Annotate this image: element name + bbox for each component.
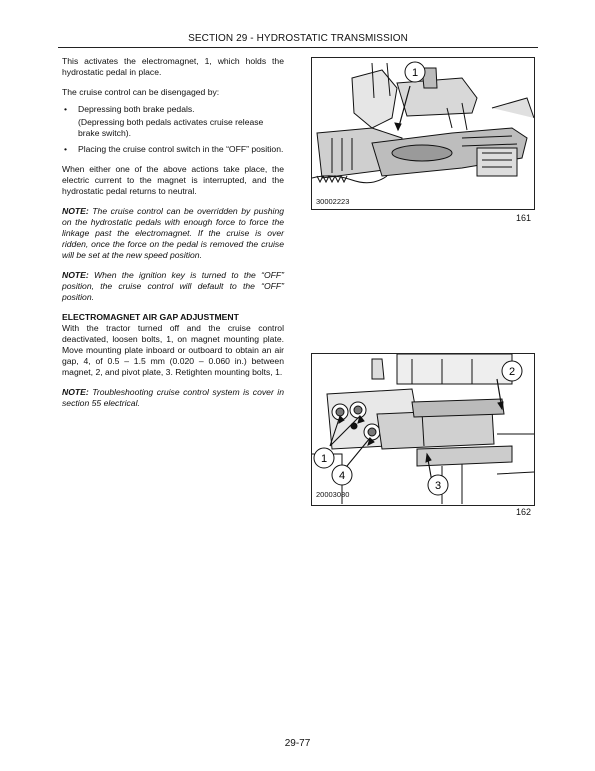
page-number: 29-77 bbox=[284, 738, 311, 749]
air-gap-drawing bbox=[312, 354, 534, 505]
list-item-text: Depressing both brake pedals. bbox=[78, 104, 195, 114]
bullet: • bbox=[64, 144, 68, 154]
figure-162-code: 20003080 bbox=[316, 490, 350, 499]
note-label: NOTE: bbox=[62, 387, 89, 397]
list-item bbox=[62, 144, 284, 155]
callout-label: 1 bbox=[411, 67, 419, 79]
note-override bbox=[62, 206, 284, 261]
section-header: SECTION 29 - HYDROSTATIC TRANSMISSION bbox=[188, 33, 408, 44]
paragraph-intro: This activates the electromagnet, 1, which holds the hydrostatic pedal in place. bbox=[62, 56, 284, 77]
paragraph-adjustment: With the tractor turned off and the cruise control deactivated, loosen bolts, 1, on magnet mounting plate. Move mounting plate inboard or outboard to obtain an air gap, 4, of 0.5 – 1.5 mm (0.020 – 0.060 in.) between magnet, 2, and pivot plate, 3. Retighten mounting bolts, 1. bbox=[62, 323, 284, 377]
disengage-list bbox=[62, 104, 284, 155]
figure-161-code: 30002223 bbox=[316, 197, 350, 206]
note-label: NOTE: bbox=[62, 270, 89, 280]
list-item-text: Placing the cruise control switch in the “OFF” position. bbox=[78, 144, 284, 154]
callout-label: 3 bbox=[434, 480, 442, 492]
paragraph-disengage: The cruise control can be disengaged by: bbox=[62, 87, 220, 97]
section-heading: ELECTROMAGNET AIR GAP ADJUSTMENT bbox=[62, 312, 239, 322]
figure-161-number: 161 bbox=[516, 213, 532, 223]
header-rule bbox=[58, 47, 538, 48]
paragraph-interrupt: When either one of the above actions take place, the electric current to the magnet is interrupted, and the hydrostatic pedal returns to neutral. bbox=[62, 164, 284, 196]
list-item-subtext: (Depressing both pedals activates cruise release brake switch). bbox=[78, 117, 264, 138]
figure-161-illustration bbox=[311, 57, 535, 210]
list-item bbox=[62, 104, 284, 139]
note-text: When the ignition key is turned to the “OFF” position, the cruise control will default to the “OFF” position. bbox=[62, 270, 284, 302]
callout-label: 4 bbox=[338, 470, 346, 482]
electromagnet-drawing bbox=[312, 58, 534, 209]
callout-label: 1 bbox=[320, 453, 328, 465]
text-column bbox=[62, 56, 284, 418]
callout-label: 2 bbox=[508, 366, 516, 378]
note-text: The cruise control can be overridden by pushing on the hydrostatic pedals with enough force to force the linkage past the electromagnet. If the cruise is over ridden, once the force on the pedal is removed the cruise will be set at the new speed position. bbox=[62, 206, 284, 260]
bullet: • bbox=[64, 104, 68, 114]
note-label: NOTE: bbox=[62, 206, 89, 216]
figure-162-illustration bbox=[311, 353, 535, 506]
note-ignition bbox=[62, 270, 284, 303]
note-text: Troubleshooting cruise control system is cover in section 55 electrical. bbox=[62, 387, 284, 408]
note-troubleshooting bbox=[62, 387, 284, 409]
figure-162-number: 162 bbox=[516, 507, 532, 517]
